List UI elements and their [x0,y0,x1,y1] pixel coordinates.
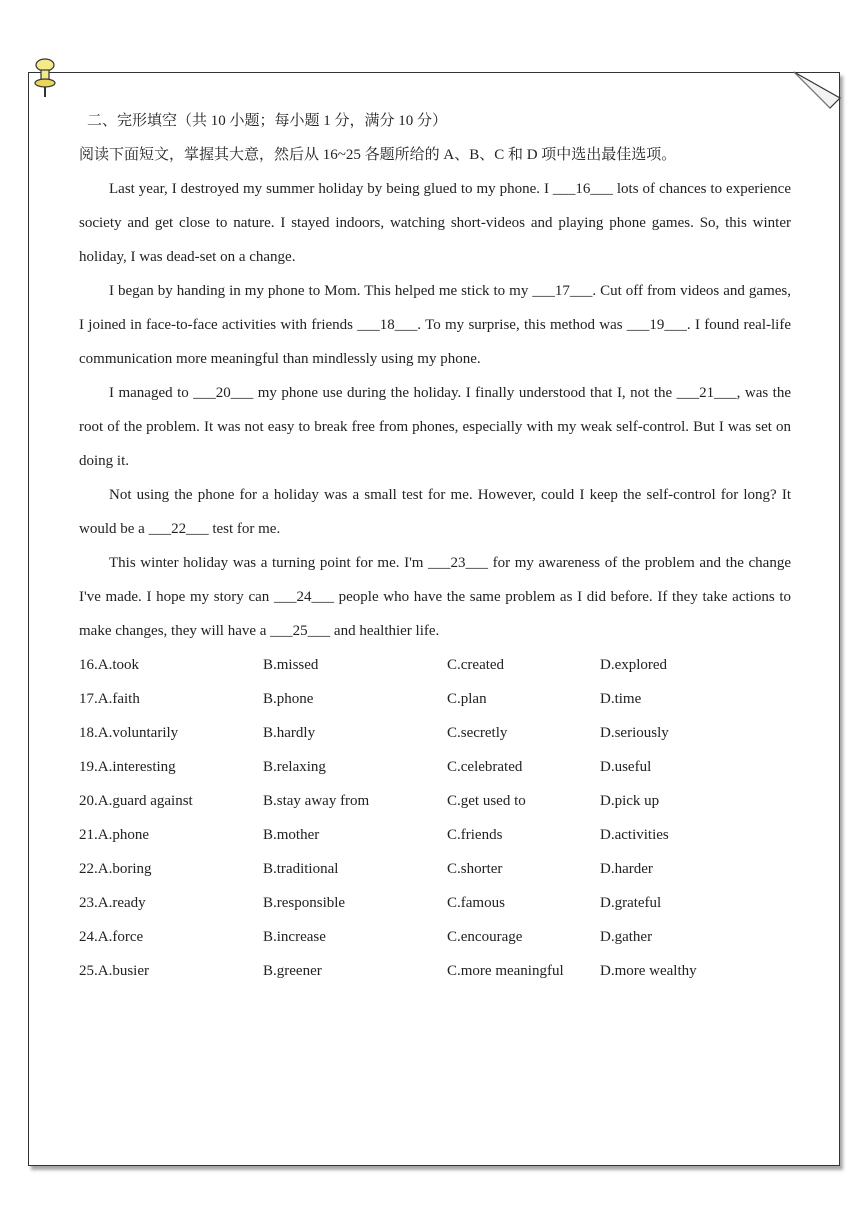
option-a: 18.A.voluntarily [79,725,179,741]
option-a: 19.A.interesting [79,759,176,775]
exam-content [79,104,791,988]
option-d: D.gather [600,929,653,945]
question-row-22 [79,852,791,886]
passage-paragraph-2: I began by handing in my phone to Mom. This helped me stick to my ___17___. Cut off from videos and games, I joined in face-to-face activities with friends ___18___. To my surprise, this method was ___19___. I found real-life communication more meaningful than mindlessly using my phone. [79,283,791,367]
option-d: D.explored [600,657,668,673]
option-a: 21.A.phone [79,827,149,843]
question-row-16 [79,648,791,682]
option-b: B.mother [263,827,320,843]
option-b: B.missed [263,657,319,673]
option-a: 16.A.took [79,657,139,673]
option-a: 20.A.guard against [79,793,193,809]
option-c: C.get used to [447,793,526,809]
option-c: C.secretly [447,725,508,741]
passage-paragraph-1: Last year, I destroyed my summer holiday by being glued to my phone. I ___16___ lots of chances to experience society and get close to nature. I stayed indoors, watching short-videos and playing phone games. So, this winter holiday, I was dead-set on a change. [79,181,791,265]
passage-paragraph-4: Not using the phone for a holiday was a small test for me. However, could I keep the self-control for long? It would be a ___22___ test for me. [79,487,791,537]
option-d: D.harder [600,861,653,877]
passage-paragraph-3: I managed to ___20___ my phone use during the holiday. I finally understood that I, not the ___21___, was the root of the problem. It was not easy to break free from phones, especially with my weak self-control. But I was set on doing it. [79,385,791,469]
question-row-17 [79,682,791,716]
option-a: 22.A.boring [79,861,152,877]
option-d: D.more wealthy [600,963,697,979]
option-d: D.pick up [600,793,660,809]
section-title: 二、完形填空（共 10 小题；每小题 1 分，满分 10 分） [87,113,448,129]
option-b: B.responsible [263,895,346,911]
pushpin-icon [32,58,58,98]
question-row-19 [79,750,791,784]
question-row-21 [79,818,791,852]
option-a: 25.A.busier [79,963,149,979]
option-c: C.celebrated [447,759,523,775]
option-c: C.plan [447,691,487,707]
option-b: B.phone [263,691,314,707]
question-row-24 [79,920,791,954]
option-c: C.encourage [447,929,523,945]
option-c: C.created [447,657,505,673]
question-row-23 [79,886,791,920]
option-d: D.seriously [600,725,669,741]
passage-paragraph-5: This winter holiday was a turning point for me. I'm ___23___ for my awareness of the problem and the change I've made. I hope my story can ___24___ people who have the same problem as I did before. If they take actions to make changes, they will have a ___25___ and healthier life. [79,555,791,639]
question-row-18 [79,716,791,750]
option-c: C.famous [447,895,505,911]
option-c: C.friends [447,827,503,843]
section-instruction: 阅读下面短文，掌握其大意，然后从 16~25 各题所给的 A、B、C 和 D 项中选出最佳选项。 [79,147,677,163]
option-a: 24.A.force [79,929,144,945]
option-c: C.more meaningful [447,963,564,979]
answer-options [79,648,791,988]
option-b: B.relaxing [263,759,326,775]
option-d: D.grateful [600,895,662,911]
page-curl-corner [792,70,842,110]
option-d: D.useful [600,759,652,775]
option-a: 17.A.faith [79,691,140,707]
option-b: B.stay away from [263,793,370,809]
option-b: B.hardly [263,725,316,741]
question-row-20 [79,784,791,818]
option-d: D.activities [600,827,669,843]
option-b: B.traditional [263,861,339,877]
option-b: B.greener [263,963,322,979]
option-a: 23.A.ready [79,895,146,911]
question-row-25 [79,954,791,988]
option-b: B.increase [263,929,326,945]
option-d: D.time [600,691,642,707]
option-c: C.shorter [447,861,503,877]
